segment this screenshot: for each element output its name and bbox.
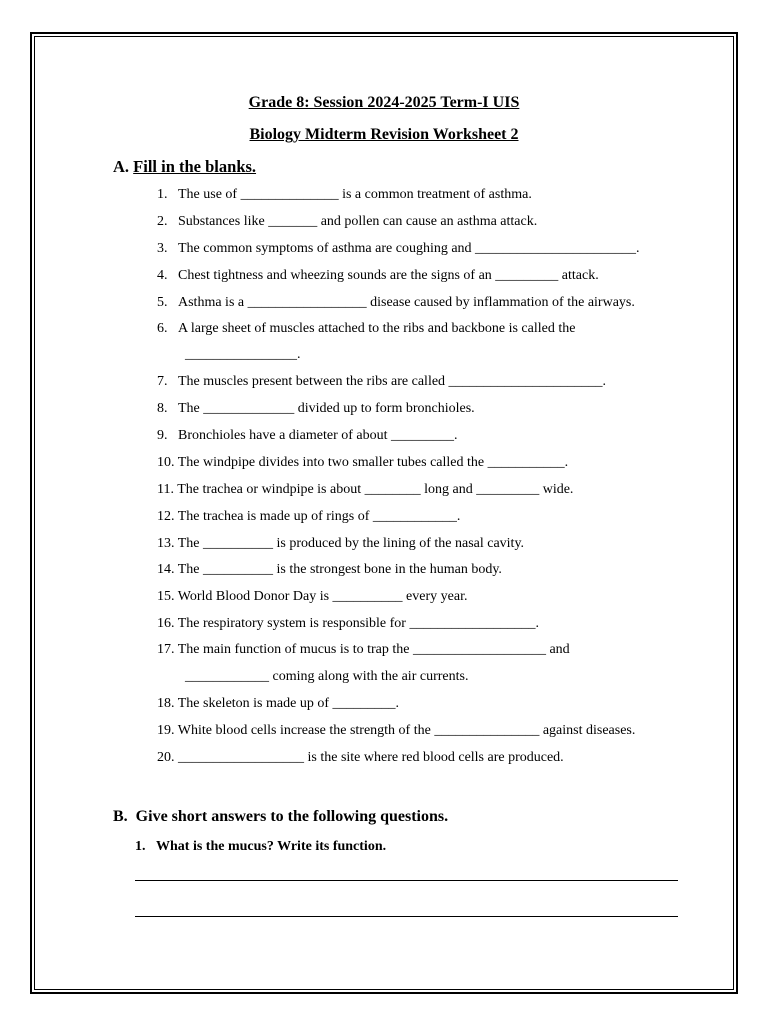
list-item: 15. World Blood Donor Day is __________ every year. (157, 589, 468, 604)
list-item: 1. The use of ______________ is a common treatment of asthma. (157, 187, 532, 202)
list-item: 8. The _____________ divided up to form bronchioles. (157, 401, 475, 416)
list-item: 18. The skeleton is made up of _________. (157, 696, 399, 711)
list-item: 16. The respiratory system is responsible for __________________. (157, 616, 539, 631)
list-item: 3. The common symptoms of asthma are coughing and _______________________. (157, 241, 640, 256)
list-item: 13. The __________ is produced by the lining of the nasal cavity. (157, 536, 525, 551)
section-a-heading (113, 157, 256, 177)
answer-line (135, 916, 678, 917)
list-item-continuation: ____________ coming along with the air currents. (157, 669, 469, 684)
list-item: 6. A large sheet of muscles attached to the ribs and backbone is called the (157, 321, 576, 336)
list-item: 12. The trachea is made up of rings of ____________. (157, 509, 461, 524)
list-item-continuation: ________________. (157, 347, 301, 362)
section-b-heading: B. Give short answers to the following questions. (113, 808, 449, 825)
worksheet-title-line1: Grade 8: Session 2024-2025 Term-I UIS (248, 94, 520, 111)
worksheet-title-line2: Biology Midterm Revision Worksheet 2 (249, 126, 519, 143)
list-item: 17. The main function of mucus is to trap the ___________________ and (157, 642, 570, 657)
list-item: 14. The __________ is the strongest bone in the human body. (157, 562, 502, 577)
short-answer-question-1: 1. What is the mucus? Write its function. (135, 839, 387, 854)
section-a-letter: A. (113, 157, 130, 176)
section-a-title: Fill in the blanks. (133, 157, 257, 176)
list-item: 19. White blood cells increase the strength of the _______________ against diseases. (157, 723, 636, 738)
list-item: 4. Chest tightness and wheezing sounds are the signs of an _________ attack. (157, 268, 599, 283)
list-item: 7. The muscles present between the ribs are called ______________________. (157, 374, 607, 389)
answer-line (135, 880, 678, 881)
list-item: 20. __________________ is the site where red blood cells are produced. (157, 750, 564, 765)
list-item: 11. The trachea or windpipe is about ________ long and _________ wide. (157, 482, 574, 497)
list-item: 10. The windpipe divides into two smaller tubes called the ___________. (157, 455, 569, 470)
list-item: 9. Bronchioles have a diameter of about _________. (157, 428, 458, 443)
list-item: 5. Asthma is a _________________ disease caused by inflammation of the airways. (157, 295, 635, 310)
list-item: 2. Substances like _______ and pollen can cause an asthma attack. (157, 214, 538, 229)
